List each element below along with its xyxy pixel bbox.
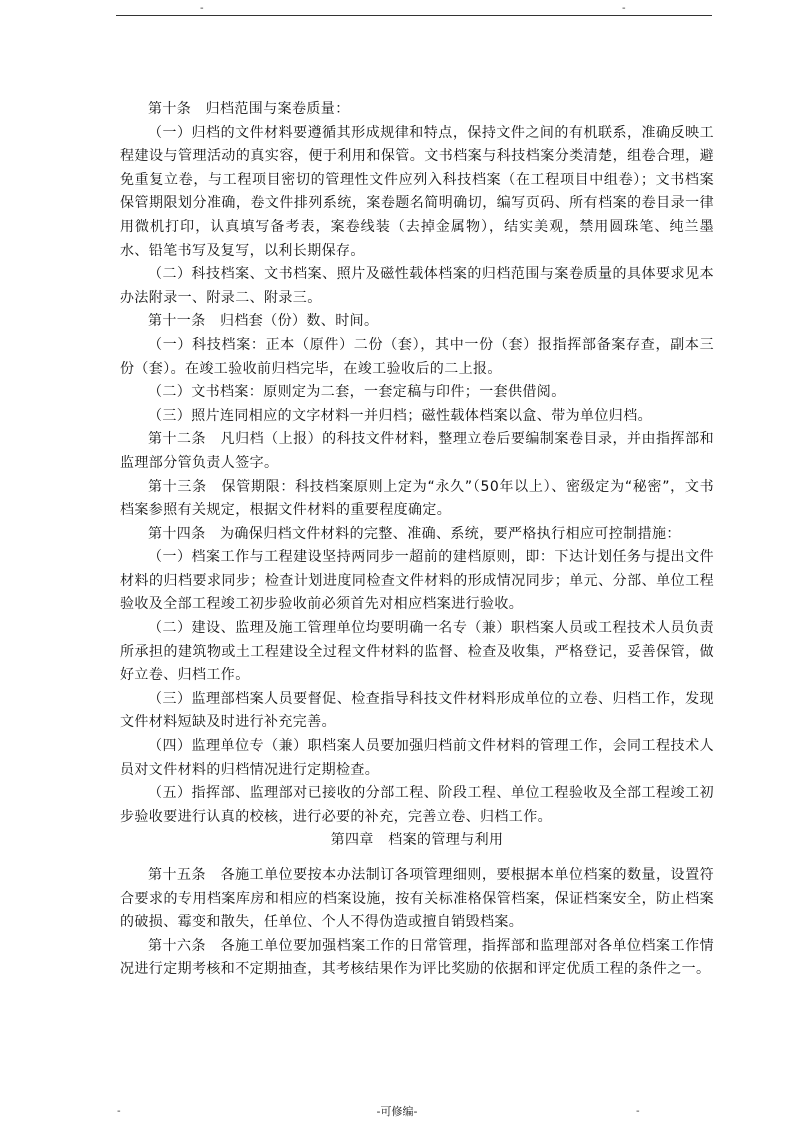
- footer-right-mark: -: [636, 1106, 640, 1117]
- paragraph: （二）文书档案：原则定为二套，一套定稿与印件；一套供借阅。: [148, 384, 566, 401]
- paragraph: （三）照片连同相应的文字材料一并归档；磁性载体档案以盒、带为单位归档。: [148, 407, 652, 424]
- paragraph: 第十三条 保管期限：科技档案原则上定为“永久”（50年以上）、密级定为“秘密”，文书档案参照有关规定，根据文件材料的重要程度确定。: [120, 478, 714, 519]
- paragraph: 第十一条 归档套（份）数、时间。: [148, 313, 379, 330]
- paragraph: （三）监理部档案人员要督促、检查指导科技文件材料形成单位的立卷、归档工作，发现文件材料短缺及时进行补充完善。: [120, 690, 714, 731]
- paragraph: 第十条 归档范围与案卷质量：: [148, 101, 350, 117]
- document-body: [120, 98, 714, 982]
- paragraph: 第十四条 为确保归档文件材料的完整、准确、系统，要严格执行相应可控制措施：: [148, 525, 681, 542]
- header-rule: [116, 15, 712, 16]
- paragraph: （一）科技档案：正本（原件）二份（套），其中一份（套）报指挥部备案存查，副本三份（套）。在竣工验收前归档完毕，在竣工验收后的二上报。: [120, 336, 714, 377]
- paragraph: （一）档案工作与工程建设坚持两同步一超前的建档原则，即：下达计划任务与提出文件材料的归档要求同步；检查计划进度同检查文件材料的形成情况同步；单元、分部、单位工程验收及全部工程竣工初步验收前必须首先对相应档案进行验收。: [120, 549, 714, 613]
- paragraph: 第十六条 各施工单位要加强档案工作的日常管理，指挥部和监理部对各单位档案工作情况进行定期考核和不定期抽查，其考核结果作为评比奖励的依据和评定优质工程的条件之一。: [120, 937, 714, 978]
- footer-editable-note: -可修编-: [376, 1105, 418, 1118]
- paragraph: 第十五条 各施工单位要按本办法制订各项管理细则，要根据本单位档案的数量，设置符合要求的专用档案库房和相应的档案设施，按有关标准格保管档案，保证档案安全，防止档案的破损、霉变和散失，任单位、个人不得伪造或擅自销毁档案。: [120, 867, 714, 931]
- footer-left-mark: -: [117, 1106, 121, 1117]
- chapter-title: 第四章 档案的管理与利用: [330, 832, 504, 849]
- header-right-mark: -: [622, 3, 626, 14]
- header-left-mark: -: [200, 3, 204, 14]
- paragraph: （一）归档的文件材料要遵循其形成规律和特点，保持文件之间的有机联系，准确反映工程建设与管理活动的真实容，便于利用和保管。文书档案与科技档案分类清楚，组卷合理，避免重复立卷，与工程项目密切的管理性文件应列入科技档案（在工程项目中组卷）；文书档案保管期限划分准确，卷文件排列系统，案卷题名简明确切，编写页码、所有档案的卷目录一律用微机打印，认真填写备考表，案卷线装（去掉金属物），结实美观，禁用圆珠笔、纯兰墨水、铅笔书写及复写，以利长期保存。: [120, 124, 714, 259]
- paragraph: （四）监理单位专（兼）职档案人员要加强归档前文件材料的管理工作，会同工程技术人员对文件材料的归档情况进行定期检查。: [120, 738, 714, 778]
- paragraph: （二）建设、监理及施工管理单位均要明确一名专（兼）职档案人员或工程技术人员负责所承担的建筑物或土工程建设全过程文件材料的监督、检查及收集，严格登记，妥善保管，做好立卷、归档工作。: [120, 620, 714, 684]
- paragraph: （二）科技档案、文书档案、照片及磁性载体档案的归档范围与案卷质量的具体要求见本办法附录一、附录二、附录三。: [120, 266, 714, 306]
- paragraph: 第十二条 凡归档（上报）的科技文件材料，整理立卷后要编制案卷目录，并由指挥部和监理部分管负责人签字。: [120, 431, 714, 471]
- paragraph: （五）指挥部、监理部对已接收的分部工程、阶段工程、单位工程验收及全部工程竣工初步验收要进行认真的校核，进行必要的补充，完善立卷、归档工作。: [120, 785, 714, 825]
